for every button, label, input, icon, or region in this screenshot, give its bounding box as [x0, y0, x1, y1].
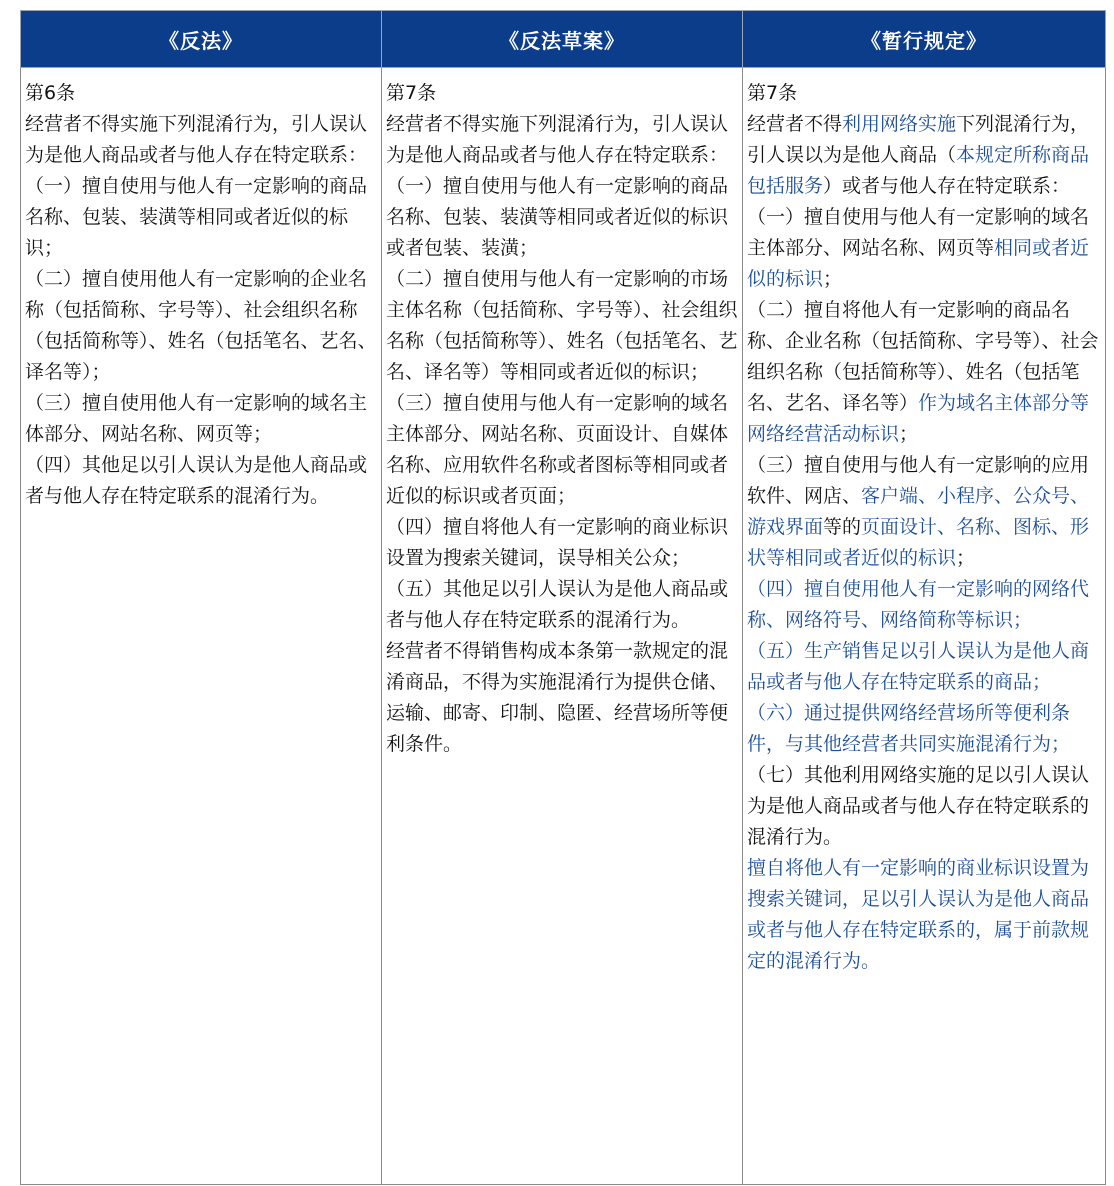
highlighted-text: （五）生产销售足以引人误认为是他人商品或者与他人存在特定联系的商品；	[747, 640, 1090, 693]
highlighted-text: 擅自将他人有一定影响的商业标识设置为搜索关键词，足以引人误认为是他人商品或者与他人存在特定联系的，属于前款规定的混淆行为。	[747, 857, 1090, 972]
highlighted-text: 本规定所称商品包括服务	[747, 144, 1090, 197]
article-number	[747, 78, 1103, 109]
article-paragraph	[747, 636, 1103, 698]
article-paragraph	[25, 171, 379, 264]
text-segment: 经营者不得实施下列混淆行为，引人误认为是他人商品或者与他人存在特定联系：	[25, 113, 368, 166]
article-paragraph	[386, 574, 740, 636]
article-paragraph	[25, 264, 379, 388]
column-cell-draft-law	[382, 68, 743, 1185]
column-header-antiunfair-law: 《反法》	[21, 11, 382, 68]
article-paragraph	[386, 636, 740, 760]
text-segment: （一）擅自使用与他人有一定影响的商品名称、包装、装潢等相同或者近似的标识或者包装、装潢；	[386, 175, 729, 259]
article-paragraph	[25, 388, 379, 450]
comparison-table	[20, 10, 1106, 1185]
text-segment: 等的	[823, 516, 862, 538]
highlighted-text: 页面设计、名称、图标、形状等相同或者近似的标识	[747, 516, 1090, 569]
text-segment: （二）擅自使用他人有一定影响的企业名称（包括简称、字号等）、社会组织名称（包括简称等）、姓名（包括笔名、艺名、译名等）；	[25, 268, 377, 383]
article-paragraph	[386, 109, 740, 171]
article-paragraph	[25, 450, 379, 512]
text-segment: （四）其他足以引人误认为是他人商品或者与他人存在特定联系的混淆行为。	[25, 454, 368, 507]
article-paragraph	[747, 760, 1103, 853]
body-row	[21, 68, 1106, 1185]
article-paragraph	[386, 171, 740, 264]
text-segment: （三）擅自使用与他人有一定影响的应用软件、网店、	[747, 454, 1090, 507]
header-row	[21, 11, 1106, 68]
text-segment: （四）擅自将他人有一定影响的商业标识设置为搜索关键词，误导相关公众；	[386, 516, 729, 569]
text-segment: 经营者不得	[747, 113, 843, 135]
text-segment: （三）擅自使用他人有一定影响的域名主体部分、网站名称、网页等；	[25, 392, 368, 445]
article-paragraph	[25, 109, 379, 171]
article-paragraph	[747, 109, 1103, 202]
text-segment: 经营者不得实施下列混淆行为，引人误认为是他人商品或者与他人存在特定联系：	[386, 113, 729, 166]
text-segment: （三）擅自使用与他人有一定影响的域名主体部分、网站名称、页面设计、自媒体名称、应用软件名称或者图标等相同或者近似的标识或者页面；	[386, 392, 729, 507]
text-segment: ；	[956, 547, 976, 569]
article-paragraph	[747, 295, 1103, 450]
column-cell-interim-provisions	[743, 68, 1106, 1185]
highlighted-text: 利用网络实施	[842, 113, 957, 135]
text-segment: （一）擅自使用与他人有一定影响的域名主体部分、网站名称、网页等	[747, 206, 1090, 259]
text-segment: 第7条	[747, 82, 798, 104]
text-segment: 第7条	[386, 82, 437, 104]
text-segment: 第6条	[25, 82, 76, 104]
highlighted-text: （六）通过提供网络经营场所等便利条件，与其他经营者共同实施混淆行为；	[747, 702, 1071, 755]
article-paragraph	[747, 574, 1103, 636]
article-number	[25, 78, 379, 109]
column-header-draft-law: 《反法草案》	[382, 11, 743, 68]
text-segment: （二）擅自将他人有一定影响的商品名称、企业名称（包括简称、字号等）、社会组织名称（包括简称等）、姓名（包括笔名、艺名、译名等）	[747, 299, 1099, 414]
highlighted-text: （四）擅自使用他人有一定影响的网络代称、网络符号、网络简称等标识；	[747, 578, 1090, 631]
text-segment: （五）其他足以引人误认为是他人商品或者与他人存在特定联系的混淆行为。	[386, 578, 729, 631]
article-paragraph	[747, 853, 1103, 977]
article-paragraph	[386, 264, 740, 388]
column-header-interim-provisions: 《暂行规定》	[743, 11, 1106, 68]
highlighted-text: 客户端、小程序、公众号、游戏界面	[747, 485, 1090, 538]
text-segment: ；	[823, 268, 843, 290]
article-paragraph	[386, 388, 740, 512]
article-paragraph	[747, 450, 1103, 574]
text-segment: （一）擅自使用与他人有一定影响的商品名称、包装、装潢等相同或者近似的标识；	[25, 175, 368, 259]
text-segment: ；	[899, 423, 919, 445]
article-paragraph	[386, 512, 740, 574]
highlighted-text: 作为域名主体部分等网络经营活动标识	[747, 392, 1090, 445]
article-paragraph	[747, 698, 1103, 760]
text-segment: 经营者不得销售构成本条第一款规定的混淆商品，不得为实施混淆行为提供仓储、运输、邮寄、印制、隐匿、经营场所等便利条件。	[386, 640, 729, 755]
text-segment: （七）其他利用网络实施的足以引人误认为是他人商品或者与他人存在特定联系的混淆行为。	[747, 764, 1090, 848]
text-segment: （二）擅自使用与他人有一定影响的市场主体名称（包括简称、字号等）、社会组织名称（包括简称等）、姓名（包括笔名、艺名、译名等）等相同或者近似的标识；	[386, 268, 738, 383]
article-number	[386, 78, 740, 109]
highlighted-text: 相同或者近似的标识	[747, 237, 1090, 290]
text-segment: ）或者与他人存在特定联系：	[823, 175, 1071, 197]
text-segment: 下列混淆行为，引人误以为是他人商品（	[747, 113, 1090, 166]
article-paragraph	[747, 202, 1103, 295]
column-cell-antiunfair-law	[21, 68, 382, 1185]
